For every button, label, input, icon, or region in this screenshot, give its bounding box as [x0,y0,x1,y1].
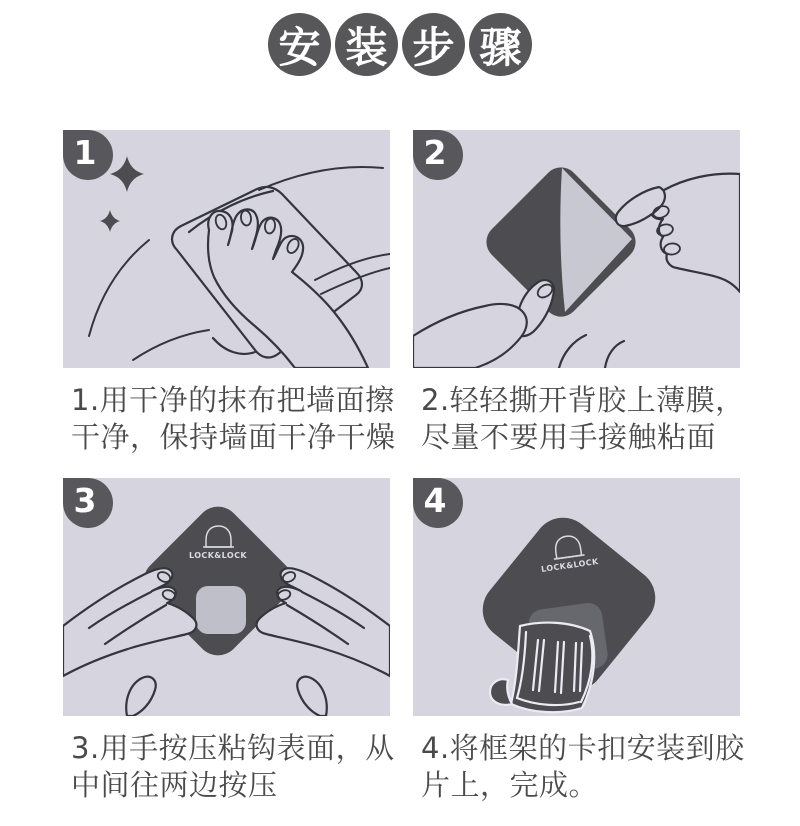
left-hand [413,280,624,368]
caption-line: 尽量不要用手接触粘面 [421,420,717,454]
step-3-illustration-panel [63,478,390,716]
title-character-badge: 步 [402,13,465,76]
step-3 [63,478,395,826]
step-4-caption [421,730,745,804]
caption-line: 2.轻轻撕开背胶上薄膜， [421,383,745,417]
step-4-illustration-panel [413,478,740,716]
pressing-pad-illustration [63,478,390,716]
caption-line: 片上，完成。 [421,768,599,802]
step-2-number-badge: 2 [413,130,463,180]
caption-line: 干净，保持墙面干净干燥 [71,420,396,454]
finger-lines [559,335,624,368]
step-4 [413,478,745,826]
wiping-hand [208,209,368,368]
title-character-badge: 装 [335,13,398,76]
logo-text: LOCK&LOCK [189,551,247,560]
step-3-number-badge: 3 [63,478,113,528]
center-pressure-area [196,586,246,634]
steps-grid [63,130,745,826]
step-3-caption [71,730,395,804]
peeled-film [560,168,632,312]
finished-hook-illustration [413,478,740,716]
step-2 [413,130,745,478]
step-1-caption [71,382,396,456]
page-title [0,13,800,76]
caption-line: 1.用干净的抹布把墙面擦 [71,383,395,417]
caption-line: 中间往两边按压 [71,768,278,802]
step-4-number-badge: 4 [413,478,463,528]
title-character-badge: 安 [268,13,331,76]
logo-text: LOCK&LOCK [540,557,600,574]
step-2-caption [421,382,745,456]
step-1 [63,130,396,478]
title-character-badge: 骤 [469,13,532,76]
step-1-illustration-panel [63,130,390,368]
caption-line: 4.将框架的卡扣安装到胶 [421,731,745,765]
right-hand [616,174,740,292]
hand-wiping-wall-illustration [63,130,390,368]
peeling-film-illustration [413,130,740,368]
caption-line: 3.用手按压粘钩表面，从 [71,731,395,765]
step-1-number-badge: 1 [63,130,113,180]
step-2-illustration-panel [413,130,740,368]
